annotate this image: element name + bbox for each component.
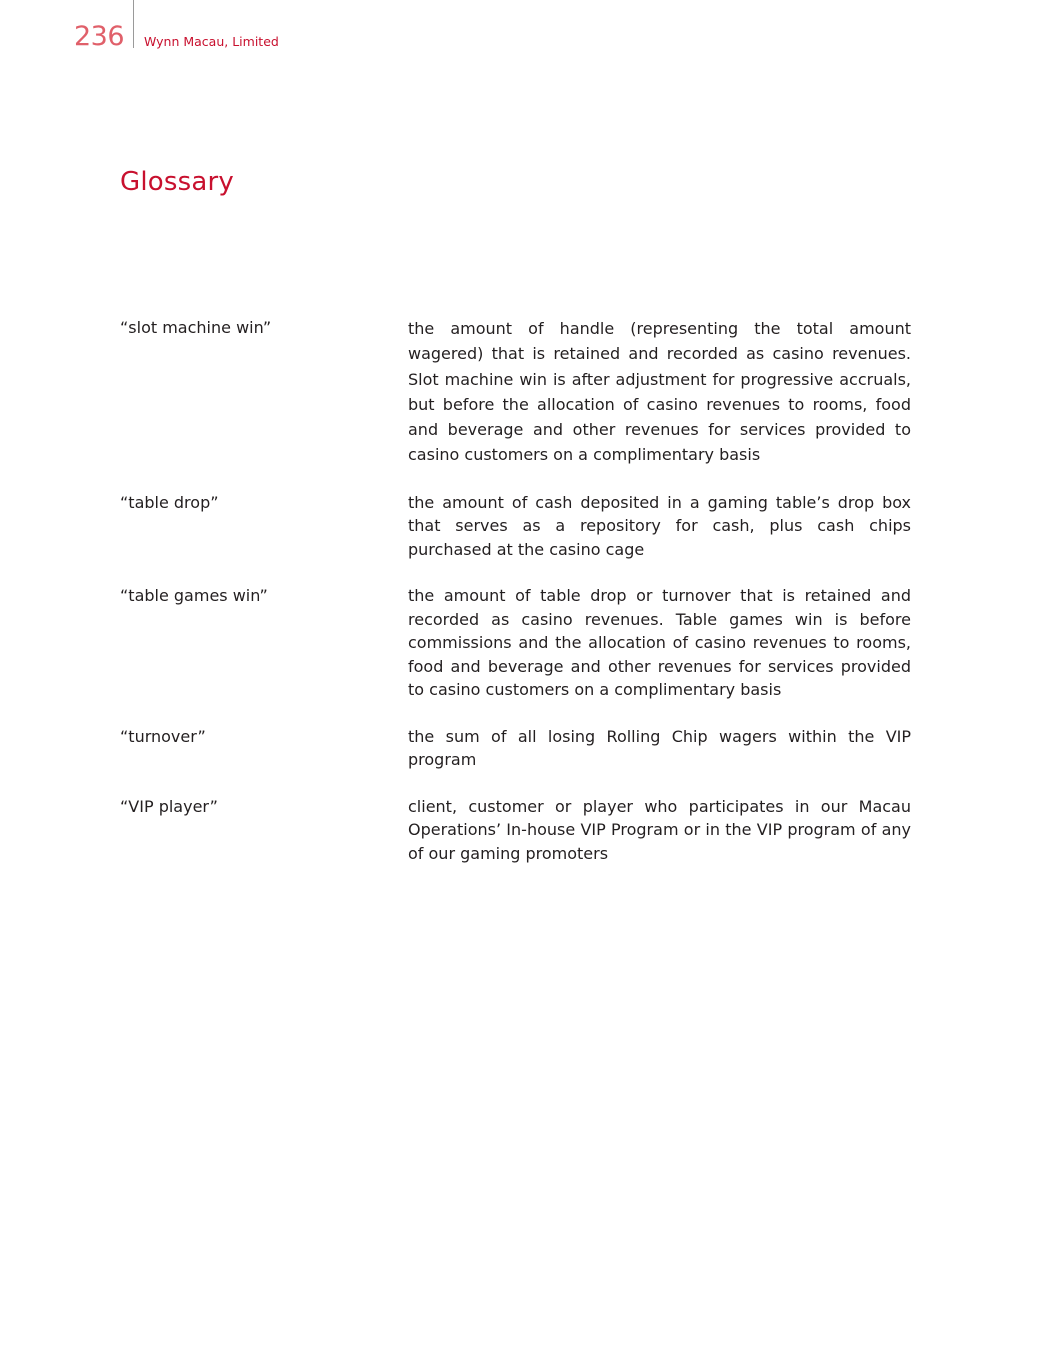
- glossary-entry: [120, 795, 911, 866]
- header-divider: [133, 0, 134, 48]
- page-number: 236: [74, 21, 125, 52]
- glossary-term: “turnover”: [120, 726, 206, 746]
- glossary-term: “slot machine win”: [120, 318, 272, 337]
- glossary-list: [120, 316, 911, 888]
- glossary-term: “VIP player”: [120, 796, 218, 816]
- glossary-definition: the amount of cash deposited in a gaming table’s drop box that serves as a repository for cash, plus cash chips purchased at the casino cage: [408, 492, 911, 559]
- page-title: Glossary: [120, 167, 234, 197]
- glossary-entry: [120, 491, 911, 562]
- glossary-entry: [120, 584, 911, 702]
- glossary-definition: the sum of all losing Rolling Chip wagers within the VIP program: [408, 726, 911, 770]
- glossary-term: “table drop”: [120, 492, 219, 512]
- glossary-definition: the amount of handle (representing the total amount wagered) that is retained and recorded as casino revenues. Slot machine win is after adjustment for progressive accruals, but before the allocation of casino revenues to rooms, food and beverage and other revenues for services provided to casino customers on a complimentary basis: [408, 319, 911, 465]
- glossary-entry: [120, 316, 911, 468]
- glossary-definition: client, customer or player who participates in our Macau Operations’ In-house VIP Program or in the VIP program of any of our gaming promoters: [408, 796, 911, 863]
- glossary-entry: [120, 725, 911, 772]
- report-name: Wynn Macau, Limited: [144, 34, 279, 49]
- glossary-definition: the amount of table drop or turnover that is retained and recorded as casino revenues. Table games win is before commissions and the allocation of casino revenues to rooms, food and beverage and other revenues for services provided to casino customers on a complimentary basis: [408, 586, 911, 700]
- page-header: [0, 0, 400, 60]
- glossary-term: “table games win”: [120, 586, 268, 606]
